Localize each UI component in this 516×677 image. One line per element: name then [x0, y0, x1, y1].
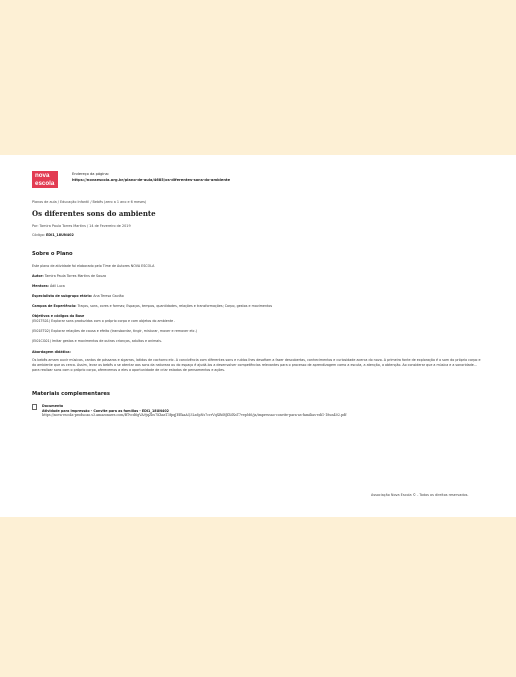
- objective-3: (EI01CG01) Imitar gestos e movimentos de outras crianças, adultos e animais.: [32, 339, 162, 343]
- specialist-line: [32, 294, 484, 299]
- objectives-label: Objetivos e códigos da Base: [32, 314, 85, 318]
- document-icon: [32, 404, 37, 410]
- code-line: [32, 233, 74, 237]
- field-value: Traços, sons, cores e formas; Espaços, tempos, quantidades, relações e transformações; Corpo, gestos e movimentos: [77, 304, 273, 308]
- logo-line-2: escola: [35, 179, 55, 187]
- nova-escola-logo[interactable]: [32, 171, 58, 188]
- address-label: Endereço da página:: [72, 172, 110, 176]
- document-url[interactable]: https://nova-escola-producao.s3.amazonaws.com/BTvcd6gVA9jqZbs7KhasT3fpqJEEkaAQ3LsdpNs7crrVqXBd8JfZdXsT7vepM6/ja/impressao-convite-para-as-familias-edi1-18un402.pdf: [42, 413, 347, 418]
- plan-heading: Sobre o Plano: [32, 251, 73, 257]
- approach-label: Abordagem didática:: [32, 350, 71, 354]
- material-document[interactable]: [42, 404, 346, 418]
- logo-line-1: nova: [35, 172, 50, 179]
- mentor-label: Mentora:: [32, 284, 49, 288]
- page-title: Os diferentes sons do ambiente: [32, 209, 156, 218]
- autor-label: Autor:: [32, 274, 44, 278]
- approach-text: Os bebês amam ouvir músicas, cantos de pássaros e sigarras, latidos de cachorro etc. A convivência com diferentes sons e ruídos lhes desafiam a fazer descobertas, conhecimentos e curiosidade acerca do novo. A primeira fonte de exploração é o som do próprio corpo e do ambiente que os cerca. Assim, levar os bebês a se atentar aos sons da natureza ou do espaço é ajudá-los a desenvolver competências relevantes para o processo de aprendizagem como a escuta, a atenção, a obtenção. Ao considerar que a música e a sonoridade... para realizar sons com o próprio corpo, oferecemos a eles a oportunidade de criar estados de pensamentos e ações.: [32, 358, 481, 373]
- objective-1: (EI01TS01) Explorar sons produzidos com o próprio corpo e com objetos do ambiente .: [32, 319, 176, 323]
- code-label: Código:: [32, 233, 45, 237]
- page-address: [72, 171, 230, 183]
- field-line: [32, 304, 484, 309]
- breadcrumb: Planos de aula / Educação Infantil / Bebês (zero a 1 ano e 6 meses): [32, 200, 147, 204]
- mentor-line: [32, 284, 484, 289]
- specialist-label: Especialista de subgrupo etário:: [32, 294, 93, 298]
- specialist-value: Ana Teresa Gavião: [93, 294, 124, 298]
- author-line: Por: Tamira Paula Torres Martins / 14 de Fevereiro de 2019: [32, 224, 131, 228]
- mentor-value: Ádil Luca: [49, 284, 65, 288]
- document-label: Documento: [42, 404, 64, 408]
- address-url[interactable]: https://novaescola.org.br/plano-de-aula/4685/os-diferentes-sons-do-ambiente: [72, 178, 231, 182]
- materials-heading: Materiais complementares: [32, 391, 110, 397]
- code-value: EDI1_18UN402: [45, 233, 74, 237]
- autor-value: Tamira Paula Torres Martins de Souza: [44, 274, 106, 278]
- document-title: Atividade para impressão - Convite para as famílias - EDI1_18UN402: [42, 408, 169, 413]
- objective-2: (EI01ET02) Explorar relações de causa e efeito (transbordar, tingir, misturar, mover e remover etc.): [32, 329, 197, 333]
- document-page: [0, 155, 516, 517]
- field-label: Campos de Experiência:: [32, 304, 77, 308]
- plan-intro: Este plano de atividade foi elaborado pelo Time de Autores NOVA ESCOLA: [32, 264, 155, 268]
- footer-copyright: Associação Nova Escola © - Todos os direitos reservados.: [371, 493, 469, 497]
- autor-line: [32, 274, 484, 279]
